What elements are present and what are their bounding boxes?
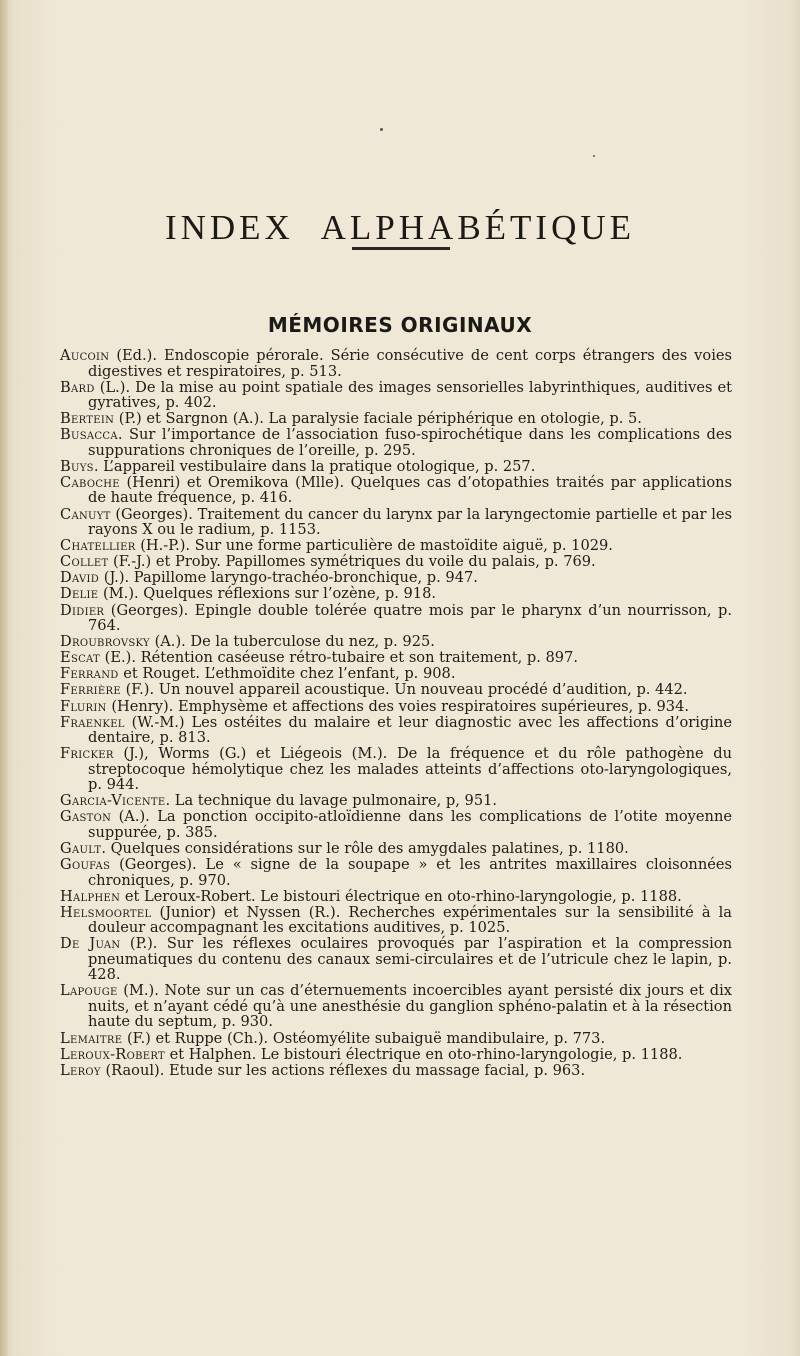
entry-text: (H.-P.). Sur une forme particulière de mastoïdite aiguë, p. 1029. — [135, 537, 613, 555]
entry-text: (A.). De la tuberculose du nez, p. 925. — [149, 633, 435, 651]
entry-author: Fraenkel — [60, 713, 125, 731]
index-entry — [60, 459, 732, 475]
entry-author: Canuyt — [60, 505, 111, 523]
entry-author: Bertein — [60, 410, 115, 428]
entry-author: Collet — [60, 553, 109, 571]
entry-author: Halphen — [60, 887, 121, 905]
entry-author: Leroy — [60, 1061, 101, 1079]
page-title: INDEX ALPHABÉTIQUE — [164, 208, 636, 248]
entry-author: Aucoin — [60, 347, 110, 364]
entry-text: (A.). La ponction occipito-atloïdienne dans les complications de l’otite moyenne suppurée, p. 385. — [88, 808, 732, 841]
entry-text: (Henry). Emphysème et affections des voies respiratoires supérieures, p. 934. — [106, 697, 690, 715]
index-entry — [60, 634, 732, 650]
entry-text: (Georges). Epingle double tolérée quatre mois par le pharynx d’un nourrisson, p. 764. — [88, 601, 732, 635]
entry-author: Gault — [60, 839, 102, 857]
entry-author: Ferrière — [60, 681, 121, 699]
entry-author: Leroux-Robert — [60, 1045, 165, 1063]
entry-author: Busacca — [60, 426, 118, 444]
entry-author: Didier — [60, 601, 105, 619]
index-entry — [60, 570, 732, 586]
entry-author: Ferrand — [60, 665, 119, 683]
index-entry — [60, 650, 732, 666]
ink-speck — [593, 155, 595, 157]
index-entry — [60, 666, 732, 682]
entry-text: (Junior) et Nyssen (R.). Recherches expérimentales sur la sensibilité à la douleur accompagnant les excitations auditives, p. 1025. — [88, 903, 732, 937]
entry-text: (Raoul). Etude sur les actions réflexes du massage facial, p. 963. — [100, 1061, 586, 1079]
entry-text: (M.). Quelques réflexions sur l’ozène, p. 918. — [98, 585, 437, 603]
entry-text: . Sur l’importance de l’association fuso-spirochétique dans les complications des suppurations chroniques de l’oreille, p. 295. — [88, 426, 732, 459]
entry-text: (L.). De la mise au point spatiale des images sensorielles labyrinthiques, auditives et gyratives, p. 402. — [88, 378, 732, 412]
index-entry — [60, 936, 732, 983]
entry-text: (W.-M.) Les ostéites du malaire et leur diagnostic avec les affections d’origine dentaire, p. 813. — [88, 713, 732, 747]
entry-text: et Halphen. Le bistouri électrique en oto-rhino-laryngologie, p. 1188. — [164, 1045, 683, 1063]
index-entry — [60, 507, 732, 538]
entry-author: Gaston — [60, 808, 112, 826]
index-entry — [60, 793, 732, 809]
index-entries — [60, 348, 732, 1079]
index-entry — [60, 411, 732, 427]
entry-text: (F.). Un nouvel appareil acoustique. Un nouveau procédé d’audition, p. 442. — [120, 681, 688, 699]
index-entry — [60, 380, 732, 411]
index-entry — [60, 841, 732, 857]
index-entry — [60, 538, 732, 554]
entry-author: Flurin — [60, 697, 107, 715]
entry-text: (P.) et Sargnon (A.). La paralysie faciale périphérique en otologie, p. 5. — [114, 410, 642, 428]
entry-text: (M.). Note sur un cas d’éternuements incoercibles ayant persisté dix jours et dix nuits, et n’ayant cédé qu’à une anesthésie du ganglion sphéno-palatin et à la résection haute du septum, p. 930. — [88, 982, 732, 1031]
entry-text: (Ed.). Endoscopie pérorale. Série consécutive de cent corps étrangers des voies digestives et respiratoires, p. 513. — [88, 347, 732, 380]
entry-text: (Georges). Le « signe de la soupape » et les antrites maxillaires cloisonnées chroniques, p. 970. — [88, 856, 732, 889]
index-entry — [60, 603, 732, 634]
index-entry — [60, 475, 732, 506]
index-entry — [60, 715, 732, 746]
index-entry — [60, 682, 732, 698]
index-entry — [60, 554, 732, 570]
entry-author: Escat — [60, 649, 100, 667]
index-entry — [60, 983, 732, 1030]
index-entry — [60, 905, 732, 936]
entry-text: (P.). Sur les réflexes oculaires provoqués par l’aspiration et la compression pneumatiques du contenu des canaux semi-circulaires et de l’utricule chez le lapin, p. 428. — [88, 935, 732, 984]
entry-text: (J.), Worms (G.) et Liégeois (M.). De la fréquence et du rôle pathogène du streptocoque hémolytique chez les malades atteints d’affections oto-laryngologiques, p. 944. — [88, 745, 732, 794]
entry-author: Fricker — [60, 745, 114, 763]
index-entry — [60, 809, 732, 840]
entry-author: Buys — [60, 457, 94, 475]
entry-author: Bard — [60, 378, 95, 396]
entry-text: et Rouget. L’ethmoïdite chez l’enfant, p. 908. — [118, 665, 456, 683]
entry-author: Lemaitre — [60, 1029, 123, 1047]
index-entry — [60, 746, 732, 793]
entry-text: (J.). Papillome laryngo-trachéo-bronchique, p. 947. — [99, 569, 478, 587]
entry-author: De Juan — [60, 935, 121, 953]
entry-text: (F.-J.) et Proby. Papillomes symétriques du voile du palais, p. 769. — [108, 553, 596, 571]
entry-text: (Georges). Traitement du cancer du larynx par la laryngectomie partielle et par les rayons X ou le radium, p. 1153. — [88, 505, 732, 539]
entry-author: Caboche — [60, 473, 120, 491]
index-entry — [60, 1047, 732, 1063]
entry-author: Goufas — [60, 856, 111, 874]
entry-author: Chatellier — [60, 537, 136, 555]
entry-text: (E.). Rétention caséeuse rétro-tubaire et son traitement, p. 897. — [100, 649, 578, 667]
entry-text: et Leroux-Robert. Le bistouri électrique en oto-rhino-laryngologie, p. 1188. — [120, 887, 682, 905]
entry-author: Helsmoortel — [60, 903, 152, 921]
entry-text: (Henri) et Oremikova (Mlle). Quelques cas d’otopathies traités par applications de haute fréquence, p. 416. — [88, 473, 732, 507]
entry-author: Garcia-Vicente — [60, 792, 166, 810]
index-entry — [60, 348, 732, 379]
title-rule — [352, 247, 450, 250]
index-entry — [60, 699, 732, 715]
index-entry — [60, 427, 732, 458]
entry-text: . La technique du lavage pulmonaire, p, 951. — [165, 792, 498, 810]
index-entry — [60, 857, 732, 888]
entry-text: . Quelques considérations sur le rôle des amygdales palatines, p. 1180. — [101, 839, 629, 857]
entry-author: Lapouge — [60, 982, 118, 1000]
section-title: MÉMOIRES ORIGINAUX — [267, 312, 533, 337]
entry-author: David — [60, 569, 100, 587]
index-entry — [60, 1031, 732, 1047]
page-spine-shadow — [0, 0, 8, 1356]
ink-speck — [380, 128, 383, 131]
index-entry — [60, 586, 732, 602]
index-entry — [60, 1063, 732, 1079]
entry-author: Delie — [60, 585, 99, 603]
entry-author: Droubrovsky — [60, 633, 150, 651]
entry-text: . L’appareil vestibulaire dans la pratique otologique, p. 257. — [93, 457, 536, 475]
index-entry — [60, 889, 732, 905]
entry-text: (F.) et Ruppe (Ch.). Ostéomyélite subaiguë mandibulaire, p. 773. — [122, 1029, 606, 1047]
